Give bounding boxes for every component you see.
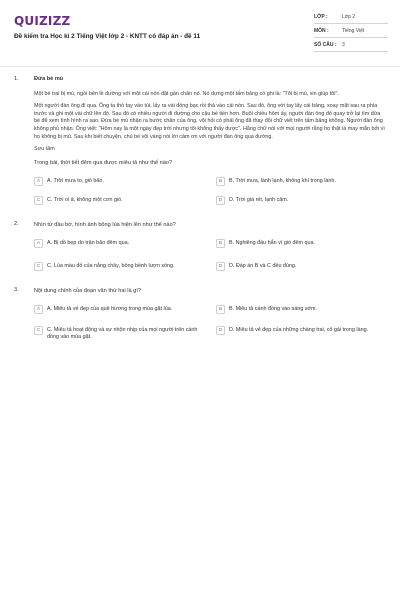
option-letter-box: A [34,239,43,248]
worksheet-title: Đề kiểm tra Học kì 2 Tiếng Việt lớp 2 - KNTT có đáp án - đề 11 [14,33,201,40]
meta-row-subject [314,24,388,38]
option-text: B. Nghiêng đầu hẳn vì gió đêm qua. [229,239,316,246]
meta-label: SỐ CÂU : [314,41,337,48]
worksheet-header [0,0,400,66]
meta-value: Tiếng Việt [342,27,365,34]
passage-paragraph: Một bé trai bị mù, ngồi bên lề đường với một cái nón đặt gần chân nó. Nó dựng một tấm bảng có ghi là: "Tôi bị mù, xin giúp tôi". [34,90,339,97]
question-2 [14,221,386,271]
option-letter-box: B [216,177,225,186]
question-number: 3. [14,286,19,293]
question-prompt: Trong bài, thời tiết đêm qua được miêu tả như thế nào? [34,159,173,166]
option-text: C. Lúa màu đỏ của nắng chảy, bồng bềnh lượn sóng. [47,262,175,269]
option-text: D. Miêu tả vẻ đẹp của những chàng trai, cô gái trong làng. [229,326,369,333]
answer-option-b[interactable] [216,239,386,248]
meta-label: LỚP : [314,13,328,20]
meta-row-grade [314,10,388,24]
question-prompt: Nhìn từ đầu bờ, hình ảnh bông lúa hiện lên như thế nào? [34,221,176,228]
answer-option-c[interactable] [34,326,204,341]
option-letter-box: B [216,305,225,314]
meta-row-question-count [314,38,388,52]
answer-option-a[interactable] [34,239,204,248]
question-1 [14,76,386,205]
answer-option-b[interactable] [216,305,386,314]
question-number: 2. [14,220,19,227]
worksheet-meta [314,10,388,52]
reading-passage [34,76,386,154]
meta-label: MÔN : [314,27,329,34]
answer-option-b[interactable] [216,177,386,186]
option-letter-box: D [216,262,225,271]
answer-option-c[interactable] [34,196,204,205]
answer-option-d[interactable] [216,326,386,341]
option-text: D. Đáp án B và C đều đúng. [229,262,297,269]
answer-option-a[interactable] [34,177,204,186]
answer-option-c[interactable] [34,262,204,271]
option-text: A. Bị dồ bẹp do trận bão đêm qua. [47,239,130,246]
option-letter-box: C [34,326,43,335]
answer-options [34,177,386,205]
quizizz-logo: QUIZIZZ [14,14,71,28]
answer-options [34,305,386,341]
option-text: D. Trời giá rét, lạnh căm. [229,196,289,203]
option-letter-box: D [216,196,225,205]
meta-value: 3 [342,41,345,48]
option-letter-box: C [34,196,43,205]
header-divider [0,66,400,67]
option-text: A. Miêu tả vẻ đẹp của quê hương trong mùa gặt lúa. [47,305,173,312]
passage-paragraph: Một người đàn ông đi qua. Ông ta thò tay vào túi, lấy ra vài đồng bạc rồi thả vào cái nón. Sau đó, ông với tay lấy cái bảng, xoay mặt sau ra phía trước và ghi một vài chữ lên đó. Sau đó có nhiều người đi đường cho cậu bé tiền hơn. Buổi chiều hôm ấy, người đàn ông đó quay trở lại tìm đứa bé để xem tình hình ra sao. Đứa bé mù nhận ra bước chân của ông, vội hỏi có phải ông đã thay đổi chữ viết trên tấm bảng không. Người đàn ông không phủ nhận. Ông viết: "Hôm nay là một ngày đẹp trời nhưng tôi không thấy được". Hằng chữ nói với mọi người rằng họ thật là may mắn bởi vì họ không bị mù. Sau khi biết chuyện, chú bé vội vàng nói lời cảm ơn với người đàn ông qua đường. [34,103,385,140]
question-3 [14,287,386,341]
answer-option-d[interactable] [216,262,386,271]
option-text: B. Trời mưa, lành lạnh, không khí trong lành. [229,177,336,184]
answer-options [34,239,386,271]
option-letter-box: D [216,326,225,335]
answer-option-a[interactable] [34,305,204,314]
option-text: C. Trời oi ả, không một cơn gió. [47,196,123,203]
question-prompt: Nội dung chính của đoạn văn thứ hai là gì? [34,287,141,294]
option-text: C. Miêu tả hoạt động và sự nhộn nhịp của mọi người trên cánh đồng vào mùa gặt. [47,326,198,340]
option-text: A. Trời mưa to, gió bão. [47,177,104,184]
option-letter-box: C [34,262,43,271]
option-letter-box: A [34,305,43,314]
question-number: 1. [14,76,19,82]
question-list [0,76,400,341]
answer-option-d[interactable] [216,196,386,205]
option-letter-box: B [216,239,225,248]
option-text: B. Miêu tả cánh đồng vào sáng sớm. [229,305,318,312]
meta-value: Lớp 2 [342,13,356,20]
passage-source: Sưu tầm [34,146,55,153]
option-letter-box: A [34,177,43,186]
passage-title: Đứa bé mù [34,76,64,82]
